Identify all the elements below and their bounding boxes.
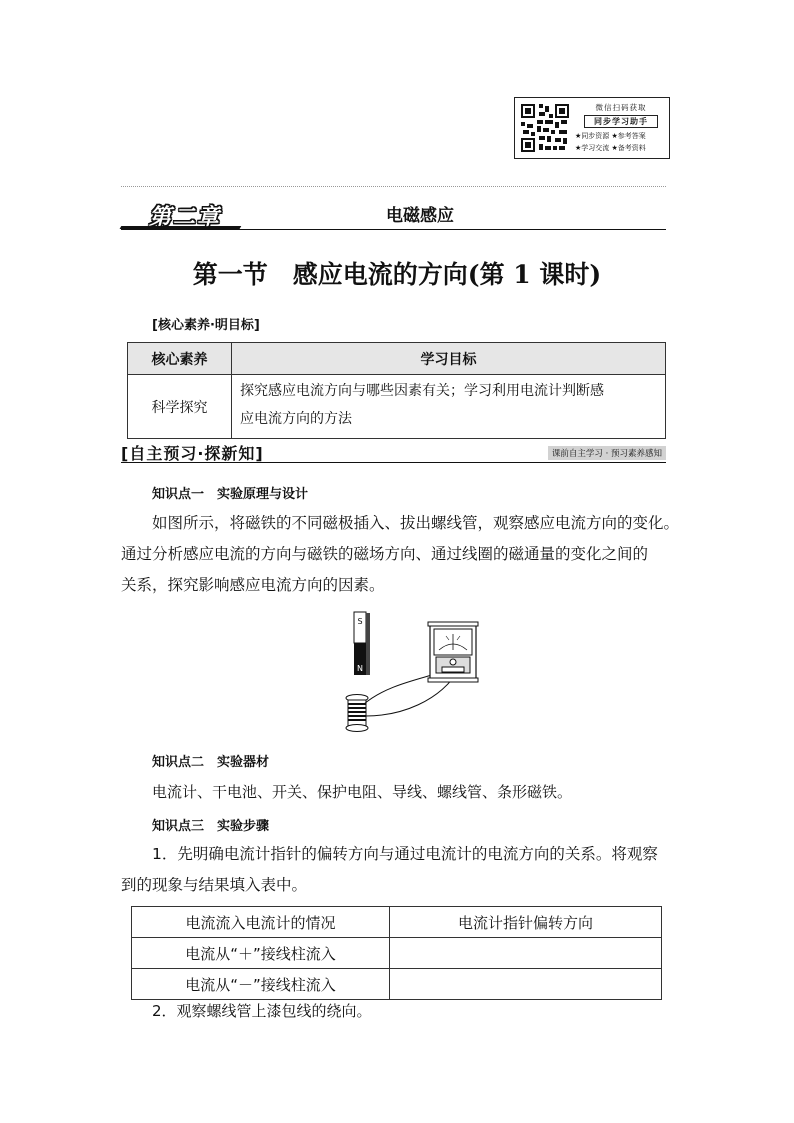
core-literacy-table xyxy=(127,342,666,439)
solenoid-coil xyxy=(346,695,368,732)
qr-row-1: ★同步资源 ★参考答案 xyxy=(575,132,646,140)
table-row xyxy=(128,375,666,439)
core-table-key: 科学探究 xyxy=(128,375,232,439)
kp3-step1-line-2: 到的现象与结果填入表中。 xyxy=(121,876,308,894)
banner-title: [自主预习·探新知] xyxy=(121,444,264,463)
kp1-line-1: 如图所示，将磁铁的不同磁极插入、拔出螺线管，观察感应电流方向的变化。 xyxy=(152,514,680,532)
qr-row-2: ★学习交流 ★备考资料 xyxy=(575,144,646,152)
table-row xyxy=(132,938,662,969)
gal-table-cell: 电流从“＋”接线柱流入 xyxy=(132,938,390,969)
study-banner xyxy=(121,439,666,463)
kp3-heading: 知识点三 实验步骤 xyxy=(152,819,270,834)
magnet-n-label: N xyxy=(357,664,363,673)
qr-scan-text: 微信扫码获取 xyxy=(595,103,647,112)
galvanometer-table xyxy=(131,906,662,1000)
magnet-s-label: S xyxy=(357,617,363,626)
gal-table-header-deflection: 电流计指针偏转方向 xyxy=(390,907,662,938)
core-table-goal xyxy=(232,375,666,439)
header-dotted-rule xyxy=(121,186,666,187)
kp3-step1 xyxy=(121,839,681,901)
gal-table-cell: 电流从“－”接线柱流入 xyxy=(132,969,390,1000)
kp1-line-3: 关系，探究影响感应电流方向的因素。 xyxy=(121,576,385,594)
gal-table-answer-cell[interactable] xyxy=(390,938,662,969)
table-row xyxy=(132,969,662,1000)
gal-table-answer-cell[interactable] xyxy=(390,969,662,1000)
chapter-name: 电磁感应 xyxy=(386,206,454,226)
chapter-header xyxy=(121,198,666,232)
goal-line-2: 应电流方向的方法 xyxy=(240,411,352,427)
kp1-line-2: 通过分析感应电流的方向与磁铁的磁场方向、通过线圈的磁通量的变化之间的 xyxy=(121,545,649,563)
goal-line-1: 探究感应电流方向与哪些因素有关；学习利用电流计判断感 xyxy=(240,383,604,399)
kp3-step2: 2．观察螺线管上漆包线的绕向。 xyxy=(152,1002,372,1020)
kp2-heading: 知识点二 实验器材 xyxy=(152,755,270,770)
experiment-diagram xyxy=(340,610,480,735)
qr-text xyxy=(575,101,667,154)
qr-promo-box xyxy=(514,97,670,159)
gal-table-header-current: 电流流入电流计的情况 xyxy=(132,907,390,938)
chapter-underline xyxy=(121,229,666,230)
core-table-header-literacy: 核心素养 xyxy=(128,343,232,375)
bar-magnet xyxy=(354,612,370,675)
section-title: 第一节 感应电流的方向(第 1 课时) xyxy=(192,260,602,289)
chapter-label: 第二章 xyxy=(149,205,222,230)
core-literacy-label: [核心素养·明目标] xyxy=(152,318,260,333)
kp2-materials: 电流计、干电池、开关、保护电阻、导线、螺线管、条形磁铁。 xyxy=(152,783,573,801)
core-table-header-goal: 学习目标 xyxy=(232,343,666,375)
kp1-paragraph xyxy=(121,508,681,601)
kp1-heading: 知识点一 实验原理与设计 xyxy=(152,487,309,502)
banner-tag: 课前自主学习 · 预习素养感知 xyxy=(548,446,666,460)
qr-badge[interactable]: 同步学习助手 xyxy=(584,115,658,128)
kp3-step1-line-1: 1．先明确电流计指针的偏转方向与通过电流计的电流方向的关系。将观察 xyxy=(152,845,658,863)
galvanometer xyxy=(428,622,478,682)
qr-code-icon[interactable] xyxy=(519,102,571,154)
